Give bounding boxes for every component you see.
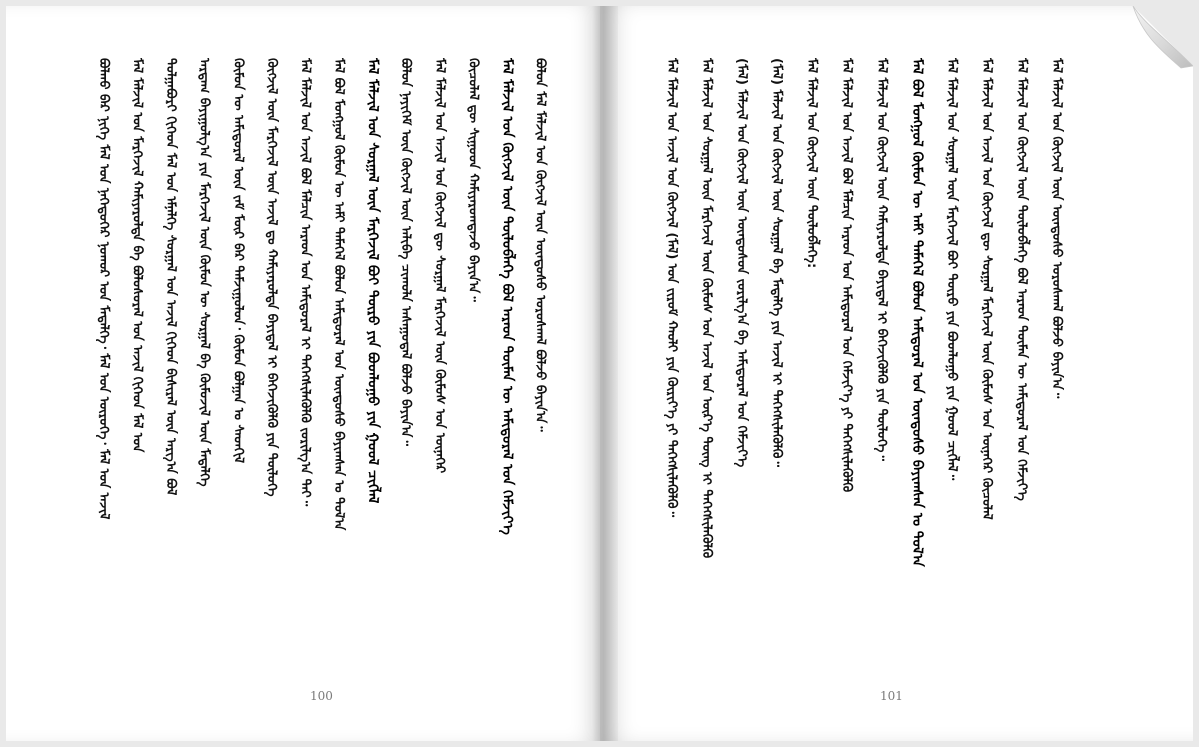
right-column-11: ᠮᠠᠯ ᠮᠠᠯᠵᠢᠯ ᠤᠨ ᠬᠥᠭᠵᠢᠯ ᠦᠨ ᠲᠥᠯᠥᠪᠯᠡᠭᠡ ᠪᠣᠯ ᠠᠷᠠᠳ ᠲᠦᠮᠡᠨ ᠦ ᠠᠮᠢᠳᠤᠷᠠᠯ ᠤᠨ ᠬᠡᠮᠵᠢᠶ᠎ᠡ	[1014, 58, 1029, 501]
left-column-8: ᠮᠠᠯ ᠪᠣᠯ ᠮᠣᠩᠭᠣᠯ ᠬᠦᠮᠦᠨ ᠦ ᠠᠮᠢ ᠲᠡᠮᠡᠭᠡᠯ ᠪᠣᠯᠤᠨ ᠠᠮᠢᠳᠤᠷᠠᠯ ᠤᠨ ᠦᠨᠳᠦᠰᠦ ᠪᠠᠶᠢᠭᠰᠠᠨ ᠤ ᠲᠣᠯ᠎ᠠ	[331, 58, 347, 531]
right-page-number: 101	[880, 689, 903, 703]
left-column-5: ᠬᠦᠮᠦᠨ ᠦ ᠠᠮᠢᠳᠤᠷᠠᠯ ᠦᠨ ᠵᠠᠮ ᠮᠦᠷ ᠪᠠᠷ ᠳᠠᠮᠵᠢᠭᠤᠯᠤᠨ᠂ ᠬᠦᠮᠦᠨ ᠪᠤᠯᠭᠠᠨ ᠤ ᠰᠡᠳᠬᠢᠯ	[230, 58, 246, 464]
left-column-12: ᠬᠦᠴᠦᠯᠡᠯ ᠳᠦ ᠰᠢᠭᠤᠳ ᠬᠠᠮᠢᠶᠠᠷᠤᠭᠳᠠᠵᠤ ᠪᠠᠶᠢᠨ᠎ᠠ᠃	[465, 58, 481, 302]
right-column-2: ᠮᠠᠯ ᠮᠠᠯᠵᠢᠯ ᠤᠨ ᠰᠤᠷᠭᠠᠯ ᠦᠨ ᠮᠡᠷᠭᠡᠵᠢᠯ ᠦᠨ ᠬᠦᠮᠦᠰ ᠤᠨ ᠠᠵᠢᠯ ᠤᠨ ᠦᠷ᠎ᠡ ᠳᠦᠩ ᠢ ᠳᠡᠭᠡᠭᠰᠢᠯᠡᠭᠦᠯᠬᠦ	[699, 58, 714, 559]
right-column-9: ᠮᠠᠯ ᠮᠠᠯᠵᠢᠯ ᠤᠨ ᠰᠤᠷᠭᠠᠯ ᠦᠨ ᠮᠡᠷᠭᠡᠵᠢᠯ ᠪᠤᠢ ᠲᠥᠷᠥ ᠶᠢᠨ ᠪᠣᠳᠯᠣᠭᠤ ᠶᠢᠨ ᠭᠣᠣᠯ ᠴᠢᠭᠯᠡᠯ᠃	[944, 58, 959, 481]
left-column-1: ᠪᠣᠯᠬᠤ ᠪᠡᠷ ᠨᠢᠭᠡ ᠮᠠᠯ ᠤᠨ ᠨᠡᠭᠡᠳᠦᠭᠡᠷ ᠨᠤᠬᠤᠷ ᠤᠨ ᠮᠡᠳᠡᠯᠭᠡ᠂ ᠮᠠᠯ ᠤᠨ ᠦᠷᠦᠬᠡ᠂ ᠮᠠᠯ ᠤᠨ ᠠᠵᠢᠯ	[96, 58, 111, 520]
left-page-text	[86, 58, 556, 698]
left-column-11: ᠮᠠᠯ ᠮᠠᠯᠵᠢᠯ ᠤᠨ ᠠᠵᠢᠯ ᠤᠨ ᠬᠥᠭᠵᠢᠯ ᠳᠦ ᠰᠤᠷᠭᠠᠯ ᠮᠡᠷᠭᠡᠵᠢᠯ ᠦᠨ ᠬᠦᠮᠦᠰ ᠤᠨ ᠦᠨᠡᠬᠡᠷ	[431, 58, 447, 474]
right-column-8: ᠮᠠᠯ ᠪᠣᠯ ᠮᠣᠩᠭᠣᠯ ᠬᠦᠮᠦᠨ ᠦ ᠠᠮᠢ ᠲᠡᠮᠡᠭᠡᠯ ᠪᠣᠯᠤᠨ ᠠᠮᠢᠳᠤᠷᠠᠯ ᠤᠨ ᠦᠨᠳᠦᠰᠦ ᠪᠠᠶᠢᠭᠰᠠᠨ ᠤ ᠲᠣᠯ᠎ᠠ	[909, 58, 925, 567]
left-page[interactable]	[6, 6, 600, 741]
left-column-3: ᠲᠤᠯᠭᠠᠪᠤᠷᠢ ᠬᠢᠭᠡᠳ ᠮᠠᠯ ᠤᠨ ᠡᠮᠨᠡᠯᠭᠡ ᠰᠤᠷᠭᠠᠯ ᠤᠨ ᠠᠵᠢᠯ ᠬᠢᠭᠡᠳ ᠪᠢᠰᠢᠷᠡᠯ ᠦᠨ ᠠᠷᠭ᠎ᠠ ᠪᠣᠯ	[163, 58, 179, 496]
left-column-7: ᠮᠠᠯ ᠮᠠᠯᠵᠢᠯ ᠤᠨ ᠠᠵᠢᠯ ᠪᠣᠯ ᠮᠠᠯᠴᠢᠨ ᠠᠷᠠᠳ ᠤᠨ ᠠᠮᠢᠳᠤᠷᠠᠯ ᠢ ᠳᠡᠭᠡᠭᠰᠢᠯᠡᠭᠦᠯᠬᠦ ᠵᠣᠷᠢᠯᠭ᠎ᠠ ᠲᠠᠢ᠃	[297, 58, 313, 507]
page-curl-icon[interactable]	[1123, 6, 1193, 76]
right-column-7: ᠮᠠᠯ ᠮᠠᠯᠵᠢᠯ ᠤᠨ ᠬᠥᠭᠵᠢᠯ ᠦᠨ ᠬᠠᠮᠢᠶᠠᠷᠤᠯᠳᠠ ᠪᠠᠶᠢᠳᠠᠯ ᠢ ᠪᠡᠬᠡᠵᠢᠭᠦᠯᠬᠦ ᠶᠢᠨ ᠲᠥᠯᠥᠭᠡ᠃	[874, 58, 889, 461]
left-column-10: ᠪᠣᠯᠤᠨ ᠨᠡᠶᠢᠭᠡᠮ ᠦᠨ ᠬᠥᠭᠵᠢᠯ ᠦᠨ ᠠᠯᠢᠪᠠ ᠴᠢᠬᠤᠯᠠ ᠠᠰᠠᠭᠤᠳᠠᠯ ᠪᠣᠯᠵᠤ ᠪᠠᠶᠢᠨ᠎ᠠ᠃	[398, 58, 414, 446]
left-column-6: ᠬᠥᠭᠵᠢᠯ ᠦᠨ ᠮᠡᠷᠭᠡᠵᠢᠯ ᠦᠨ ᠠᠵᠢᠯ ᠳᠤ ᠬᠠᠮᠢᠶᠠᠷᠤᠯᠳᠠ ᠪᠠᠶᠢᠳᠠᠯ ᠢ ᠪᠡᠬᠡᠵᠢᠭᠦᠯᠬᠦ ᠶᠢᠨ ᠲᠥᠯᠥᠭᠡ	[263, 58, 279, 497]
left-column-9: ᠮᠠᠯ ᠮᠠᠯᠵᠢᠯ ᠤᠨ ᠰᠤᠷᠭᠠᠯ ᠦᠨ ᠮᠡᠷᠭᠡᠵᠢᠯ ᠪᠤᠢ ᠲᠥᠷᠥ ᠶᠢᠨ ᠪᠣᠳᠯᠣᠭᠤ ᠶᠢᠨ ᠭᠣᠣᠯ ᠴᠢᠭᠯᠡᠯ	[364, 58, 381, 504]
left-column-14: ᠪᠣᠯᠤᠨ ᠮᠠᠯ ᠮᠠᠯᠵᠢᠯ ᠤᠨ ᠬᠥᠭᠵᠢᠯ ᠦᠨ ᠦᠨᠳᠦᠰᠦ ᠤᠷᠤᠰᠬᠠᠯ ᠪᠣᠯᠵᠤ ᠪᠠᠶᠢᠨ᠎ᠠ᠃	[532, 58, 548, 432]
right-column-3: (ᠮᠠᠯ) ᠮᠠᠯᠵᠢᠯ ᠤᠨ ᠬᠥᠭᠵᠢᠯ ᠦᠨ ᠦᠨᠳᠦᠰᠦᠨ ᠵᠣᠷᠢᠯᠭ᠎ᠠ ᠪᠠ ᠠᠮᠢᠳᠤᠷᠠᠯ ᠤᠨ ᠬᠡᠮᠵᠢᠶ᠎ᠡ	[734, 58, 749, 468]
right-column-4: (ᠮᠠᠯ) ᠮᠠᠯᠵᠢᠯ ᠤᠨ ᠬᠥᠭᠵᠢᠯ ᠦᠨ ᠰᠤᠷᠭᠠᠯ ᠪᠠ ᠮᠡᠳᠡᠯᠭᠡ ᠶᠢᠨ ᠠᠵᠢᠯ ᠢ ᠳᠡᠭᠡᠭᠰᠢᠯᠡᠭᠦᠯᠬᠦ᠃	[769, 58, 784, 467]
right-column-1: ᠮᠠᠯ ᠮᠠᠯᠵᠢᠯ ᠤᠨ ᠠᠵᠢᠯ ᠤᠨ ᠬᠥᠭᠵᠢᠯ (ᠮᠠᠯ) ᠤᠨ ᠵᠢᠷᠤᠮ ᠬᠠᠤᠯᠢ ᠶᠢᠨ ᠬᠦᠷᠢᠶ᠎ᠡ ᠶᠢ ᠳᠡᠭᠡᠭᠰᠢᠯᠡᠭᠦᠯᠬᠦ᠃	[664, 58, 679, 518]
left-column-13: ᠮᠠᠯ ᠮᠠᠯᠵᠢᠯ ᠤᠨ ᠬᠥᠭᠵᠢᠯ ᠦᠨ ᠲᠥᠯᠥᠪᠯᠡᠭᠡ ᠪᠣᠯ ᠠᠷᠠᠳ ᠲᠦᠮᠡᠨ ᠦ ᠠᠮᠢᠳᠤᠷᠠᠯ ᠤᠨ ᠬᠡᠮᠵᠢᠶ᠎ᠡ	[498, 58, 515, 535]
right-column-5: ᠮᠠᠯ ᠮᠠᠯᠵᠢᠯ ᠤᠨ ᠬᠥᠭᠵᠢᠯ ᠦᠨ ᠲᠥᠯᠥᠪᠯᠡᠭᠡ:	[804, 58, 819, 269]
left-page-number: 100	[310, 689, 333, 703]
right-column-6: ᠮᠠᠯ ᠮᠠᠯᠵᠢᠯ ᠤᠨ ᠠᠵᠢᠯ ᠪᠣᠯ ᠮᠠᠯᠴᠢᠨ ᠠᠷᠠᠳ ᠤᠨ ᠠᠮᠢᠳᠤᠷᠠᠯ ᠤᠨ ᠬᠡᠮᠵᠢᠶ᠎ᠡ ᠶᠢ ᠳᠡᠭᠡᠭᠰᠢᠯᠡᠭᠦᠯᠬᠦ	[839, 58, 854, 493]
right-column-10: ᠮᠠᠯ ᠮᠠᠯᠵᠢᠯ ᠤᠨ ᠠᠵᠢᠯ ᠤᠨ ᠬᠥᠭᠵᠢᠯ ᠳᠦ ᠰᠤᠷᠭᠠᠯ ᠮᠡᠷᠭᠡᠵᠢᠯ ᠦᠨ ᠬᠦᠮᠦᠰ ᠤᠨ ᠦᠨᠡᠬᠡᠷ ᠬᠦᠴᠦᠯᠡᠯ	[979, 58, 994, 520]
left-column-4: ᠠᠷᠳᠠᠭ ᠪᠠᠶᠢᠭᠤᠯᠭ᠎ᠠ ᠶᠢᠨ ᠮᠡᠷᠭᠡᠵᠢᠯ ᠦᠨ ᠬᠦᠮᠦᠨ ᠦ ᠰᠤᠷᠭᠠᠯ ᠪᠠ ᠬᠦᠮᠦᠵᠢᠯ ᠦᠨ ᠮᠡᠳᠡᠯᠭᠡ	[196, 58, 212, 487]
right-page[interactable]	[600, 6, 1193, 741]
left-column-2: ᠮᠠᠯ ᠮᠠᠯᠵᠢᠯ ᠤᠨ ᠮᠡᠷᠭᠡᠵᠢᠯ ᠬᠠᠮᠢᠶᠠᠷᠤᠯᠳᠠ ᠪᠠ ᠪᠣᠯᠤᠰᠤᠷᠠᠯ ᠤᠨ ᠠᠵᠢᠯ ᠬᠢᠭᠡᠳ ᠮᠠᠯ ᠤᠨ	[129, 58, 145, 453]
book-spine-shadow	[592, 6, 618, 741]
right-page-text	[654, 58, 1144, 698]
right-column-12: ᠮᠠᠯ ᠮᠠᠯᠵᠢᠯ ᠤᠨ ᠬᠥᠭᠵᠢᠯ ᠦᠨ ᠦᠨᠳᠦᠰᠦ ᠤᠷᠤᠰᠬᠠᠯ ᠪᠣᠯᠵᠤ ᠪᠠᠶᠢᠨ᠎ᠠ᠃	[1049, 58, 1064, 399]
